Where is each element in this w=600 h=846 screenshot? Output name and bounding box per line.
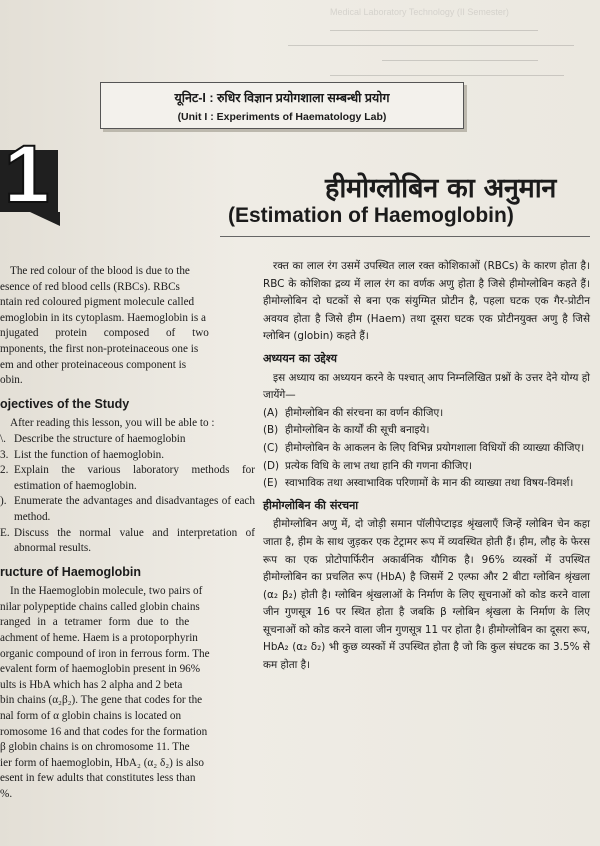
structure-line: nal form of α globin chains is located on <box>0 710 182 723</box>
unit-header-box <box>100 82 464 129</box>
list-item <box>263 475 590 493</box>
hindi-objectives-heading: अध्ययन का उद्देश्य <box>263 351 338 365</box>
list-marker: (D) <box>263 459 280 472</box>
list-marker: \. <box>0 432 6 445</box>
structure-line: ranged in a tetramer form due to the <box>0 616 190 629</box>
chapter-block-corner <box>30 212 60 226</box>
hindi-structure-heading: हीमोग्लोबिन की संरचना <box>263 498 359 512</box>
list-item <box>263 458 590 476</box>
bleed-through-header: Medical Laboratory Technology (II Semester) <box>330 7 509 17</box>
structure-line: In the Haemoglobin molecule, two pairs of <box>10 585 203 598</box>
list-text: स्वाभाविक तथा अस्वाभाविक परिणामों के मान की व्याख्या तथा विषय-विमर्श। <box>285 477 574 490</box>
list-text: Discuss the normal value and interpretation of abnormal results. <box>14 526 255 555</box>
intro-line: emoglobin in its cytoplasm. Haemoglobin is a <box>0 311 207 324</box>
list-item <box>0 448 255 464</box>
list-item <box>0 526 255 557</box>
structure-line: achment of heme. Haem is a protoporphyrin <box>0 632 198 645</box>
list-text: हीमोग्लोबिन के कार्यों की सूची बनाइये। <box>285 424 430 437</box>
list-marker: E. <box>0 526 10 539</box>
chapter-title-hindi: हीमोग्लोबिन का अनुमान <box>325 173 557 204</box>
chapter-title-english: (Estimation of Haemoglobin) <box>228 204 514 227</box>
list-marker: 2. <box>0 464 9 477</box>
chapter-number: 1 <box>4 129 50 220</box>
list-marker: (C) <box>263 441 279 454</box>
bleed-line <box>330 75 564 76</box>
intro-line: ntain red coloured pigment molecule called <box>0 296 195 309</box>
unit-title-hindi: यूनिट-I : रुधिर विज्ञान प्रयोगशाला सम्बन्धी प्रयोग <box>174 91 390 105</box>
intro-line: The red colour of the blood is due to the <box>10 265 190 277</box>
hindi-intro-paragraph: रक्त का लाल रंग उसमें उपस्थित लाल रक्त कोशिकाओं (RBCs) के कारण होता है। RBC के कोशिका द्रव्य में लाल रंग का वर्णक अणु होता है जिसे हीमोग्लोबिन कहते हैं। हीमोग्लोबिन दो घटकों से बना एक संयुग्मित प्रोटीन है, पहला घटक एक गैर-प्रोटीन अवयव होता है जिसे हीम (Haem) तथा दूसरा घटक एक प्रोटीनयुक्त अणु है जिसे ग्लोबिन (globin) कहते हैं। <box>263 260 590 343</box>
english-column <box>0 264 255 803</box>
hindi-structure-paragraph: हीमोग्लोबिन अणु में, दो जोड़ी समान पॉलीपेप्टाइड श्रृंखलाएँ जिन्हें ग्लोबिन चेन कहा जाता है, हीम के साथ जुड़कर एक टेट्रामर रूप में व्यवस्थित होती हैं। हीम, लौह के फेरस रूप का एक प्रोटोपार्फिरीन अकार्बनिक यौगिक है। 96% व्यस्कों में उपस्थित हीमोग्लोबिन का प्रचलित रूप (HbA) है जिसमें 2 एल्फा और 2 बीटा ग्लोबिन श्रृंखला (α₂ β₂) होती है। ग्लोबिन श्रृंखलाओं के निर्माण के लिए सूचनाओं को कोड करने वाला जीन गुणसूत्र 16 पर स्थित होता है जबकि β ग्लोबिन श्रृंखला के निर्माण के लिए सूचनाओं को कोड करने वाला जीन गुणसूत्र 11 पर होता है। हीमोग्लोबिन का दूसरा रूप, HbA₂ (α₂ δ₂) भी कुछ व्यस्कों में उपस्थित होता है जो कि कुल संघटक का 3.5% से कम होता है। <box>263 518 590 672</box>
list-text: प्रत्येक विधि के लाभ तथा हानि की गणना कीजिए। <box>285 459 473 472</box>
list-text: हीमोग्लोबिन की संरचना का वर्णन कीजिए। <box>285 406 444 419</box>
list-marker: ). <box>0 495 7 508</box>
hindi-objectives-lead: इस अध्याय का अध्ययन करने के पश्चात् आप निम्नलिखित प्रश्नों के उत्तर देने योग्य हो जायेंगे— <box>263 371 590 402</box>
structure-line: %. <box>0 788 13 800</box>
structure-line: ults is HbA which has 2 alpha and 2 beta <box>0 678 183 691</box>
hindi-column <box>263 258 590 675</box>
objectives-heading: ojectives of the Study <box>0 396 130 411</box>
list-item <box>263 405 590 423</box>
structure-line: romosome 16 and that codes for the formation <box>0 725 208 738</box>
bleed-line <box>382 60 538 61</box>
structure-line: esent in few adults that constitutes less than <box>0 772 196 785</box>
title-divider <box>220 236 590 237</box>
bleed-line <box>288 45 574 46</box>
structure-line: organic compound of iron in ferrous form. The <box>0 647 210 660</box>
objectives-list <box>0 432 255 557</box>
list-item <box>0 432 255 448</box>
intro-paragraph <box>0 264 255 389</box>
list-text: List the function of haemoglobin. <box>14 448 165 461</box>
list-marker: (E) <box>263 477 278 490</box>
list-item <box>263 422 590 440</box>
list-marker: (B) <box>263 424 279 437</box>
list-item <box>0 463 255 494</box>
list-marker: (A) <box>263 406 279 419</box>
list-text: Explain the various laboratory methods for estimation of haemoglobin. <box>14 464 255 492</box>
hindi-objectives-list <box>263 405 590 493</box>
structure-paragraph <box>0 584 255 802</box>
list-item <box>0 494 255 525</box>
list-item <box>263 440 590 458</box>
list-text: Describe the structure of haemoglobin <box>14 432 186 445</box>
intro-line: obin. <box>0 374 23 387</box>
list-text: Enumerate the advantages and disadvantages of each method. <box>14 495 255 523</box>
intro-line: mponents, the first non-proteinaceous one is <box>0 342 199 355</box>
unit-title-english: (Unit I : Experiments of Haematology Lab) <box>177 111 387 123</box>
intro-line: em and other proteinaceous component is <box>0 358 187 371</box>
list-marker: 3. <box>0 448 9 461</box>
list-text: हीमोग्लोबिन के आकलन के लिए विभिन्न प्रयोगशाला विधियों की व्याख्या कीजिए। <box>285 441 585 454</box>
intro-line: njugated protein composed of two <box>0 327 209 340</box>
structure-line: bin chains (α₂β₂). The gene that codes for the <box>0 694 203 707</box>
structure-line: ier form of haemoglobin, HbA₂ (α₂ δ₂) is also <box>0 756 204 769</box>
objectives-lead: After reading this lesson, you will be able to : <box>10 417 215 430</box>
structure-line: β globin chains is on chromosome 11. The <box>0 741 190 754</box>
intro-line: esence of red blood cells (RBCs). RBCs <box>0 280 180 293</box>
structure-heading: ructure of Haemoglobin <box>0 564 141 579</box>
structure-line: nilar polypeptide chains called globin chains <box>0 600 200 613</box>
bleed-line <box>330 30 538 31</box>
structure-line: evalent form of haemoglobin present in 96% <box>0 663 201 676</box>
